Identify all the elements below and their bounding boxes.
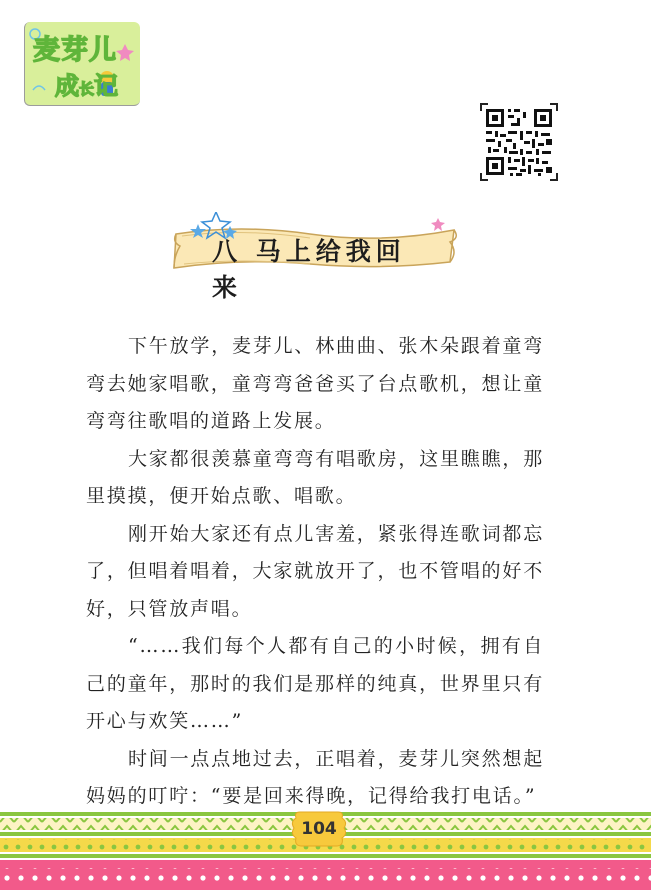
paragraph: 时间一点点地过去，正唱着，麦芽儿突然想起妈妈的叮咛：“要是回来得晚，记得给我打电话。” — [86, 747, 545, 807]
paragraph: 下午放学，麦芽儿、林曲曲、张木朵跟着童弯弯去她家唱歌，童弯弯爸爸买了台点歌机，想让童弯弯往歌唱的道路上发展。 — [86, 335, 545, 432]
paragraph: “……我们每个人都有自己的小时候，拥有自己的童年，那时的我们是那样的纯真，世界里只有开心与欢笑……” — [86, 635, 544, 732]
story-text — [86, 328, 544, 816]
qr-code[interactable] — [480, 103, 558, 181]
chapter-title: 八 马上给我回来 — [212, 237, 406, 302]
paragraph: 刚开始大家还有点儿害羞，紧张得连歌词都忘了，但唱着唱着，大家就放开了，也不管唱的好不好，只管放声唱。 — [86, 522, 545, 620]
page-number: 104 — [301, 819, 337, 839]
logo-title-bottom: 成长记 — [55, 72, 119, 100]
logo-title-top: 麦芽儿 — [33, 35, 117, 66]
paragraph: 大家都很羡慕童弯弯有唱歌房，这里瞧瞧，那里摸摸，便开始点歌、唱歌。 — [86, 447, 545, 507]
book-series-logo — [24, 22, 140, 106]
